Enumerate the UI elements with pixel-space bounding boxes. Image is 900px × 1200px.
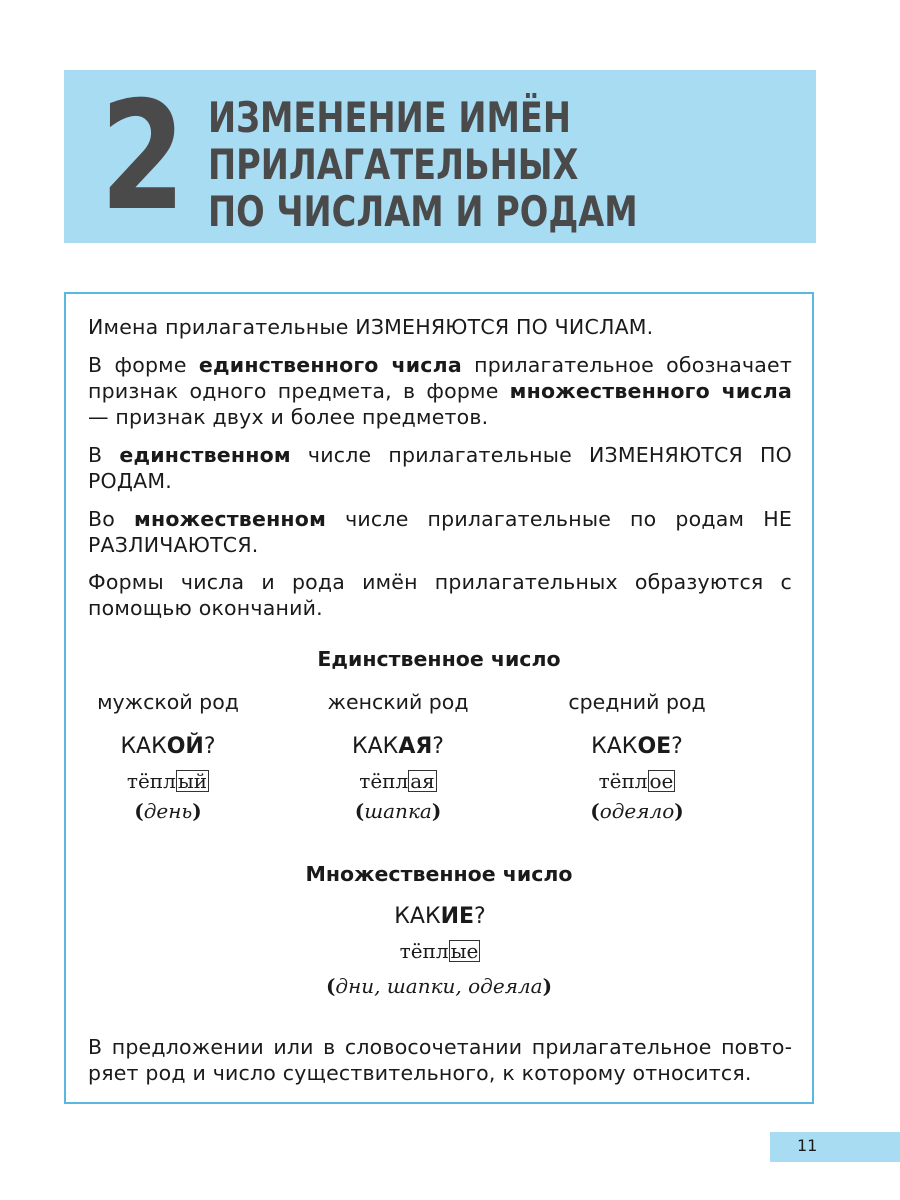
singular-heading: Единственное число xyxy=(317,647,561,671)
question-word: КАКОЙ? xyxy=(120,734,216,759)
singular-masculine-column xyxy=(48,690,288,823)
noun-example: (одеяло) xyxy=(590,799,684,823)
singular-feminine-column xyxy=(278,690,518,823)
page-number: 11 xyxy=(797,1136,818,1155)
page-number-bar xyxy=(770,1132,900,1162)
chapter-title xyxy=(208,94,638,235)
chapter-title-line: ПО ЧИСЛАМ И РОДАМ xyxy=(208,187,638,236)
question-word: КАКИЕ? xyxy=(394,904,486,929)
ending-box: ая xyxy=(410,769,435,793)
plural-column xyxy=(320,904,560,963)
question-word: КАКОЕ? xyxy=(591,734,683,759)
singular-neuter-column xyxy=(517,690,757,823)
ending-box: ое xyxy=(649,769,674,793)
gender-label: мужской род xyxy=(97,690,239,714)
paragraph-3: В единственном числе прилагательные ИЗМЕНЯЮТСЯ ПО РОДАМ. xyxy=(88,443,793,493)
chapter-number: 2 xyxy=(100,70,186,244)
question-word: КАКАЯ? xyxy=(352,734,444,759)
chapter-title-line: ИЗМЕНЕНИЕ ИМЁН xyxy=(208,93,571,142)
noun-example: (шапка) xyxy=(354,799,442,823)
noun-example: (дни, шапки, одеяла) xyxy=(325,974,553,998)
gender-label: женский род xyxy=(327,690,469,714)
gender-label: средний род xyxy=(568,690,706,714)
paragraph-2: В форме единственного числа прилагательное обозначает признак одного предмета, в форме множественного числа — признак двух и более предметов. xyxy=(88,353,793,429)
paragraph-6: В предложении или в словосочетании прилагательное повторяет род и число существительного, к которому относится. xyxy=(88,1035,792,1085)
paragraph-4: Во множественном числе прилагательные по родам НЕ РАЗЛИЧАЮТСЯ. xyxy=(88,507,792,557)
ending-box: ый xyxy=(177,769,208,793)
paragraph-1: Имена прилагательные ИЗМЕНЯЮТСЯ ПО ЧИСЛАМ. xyxy=(88,315,654,339)
adjective-form: тёпл ое xyxy=(598,769,674,793)
adjective-form: тёпл ая xyxy=(359,769,435,793)
adjective-form: тёпл ый xyxy=(126,769,208,793)
noun-example: (день) xyxy=(134,799,202,823)
paragraph-5: Формы числа и рода имён прилагательных образуются с помощью окончаний. xyxy=(88,570,792,620)
plural-heading: Множественное число xyxy=(305,862,573,886)
ending-box: ые xyxy=(450,939,479,963)
chapter-title-line: ПРИЛАГАТЕЛЬНЫХ xyxy=(208,140,579,189)
adjective-form: тёпл ые xyxy=(399,939,479,963)
